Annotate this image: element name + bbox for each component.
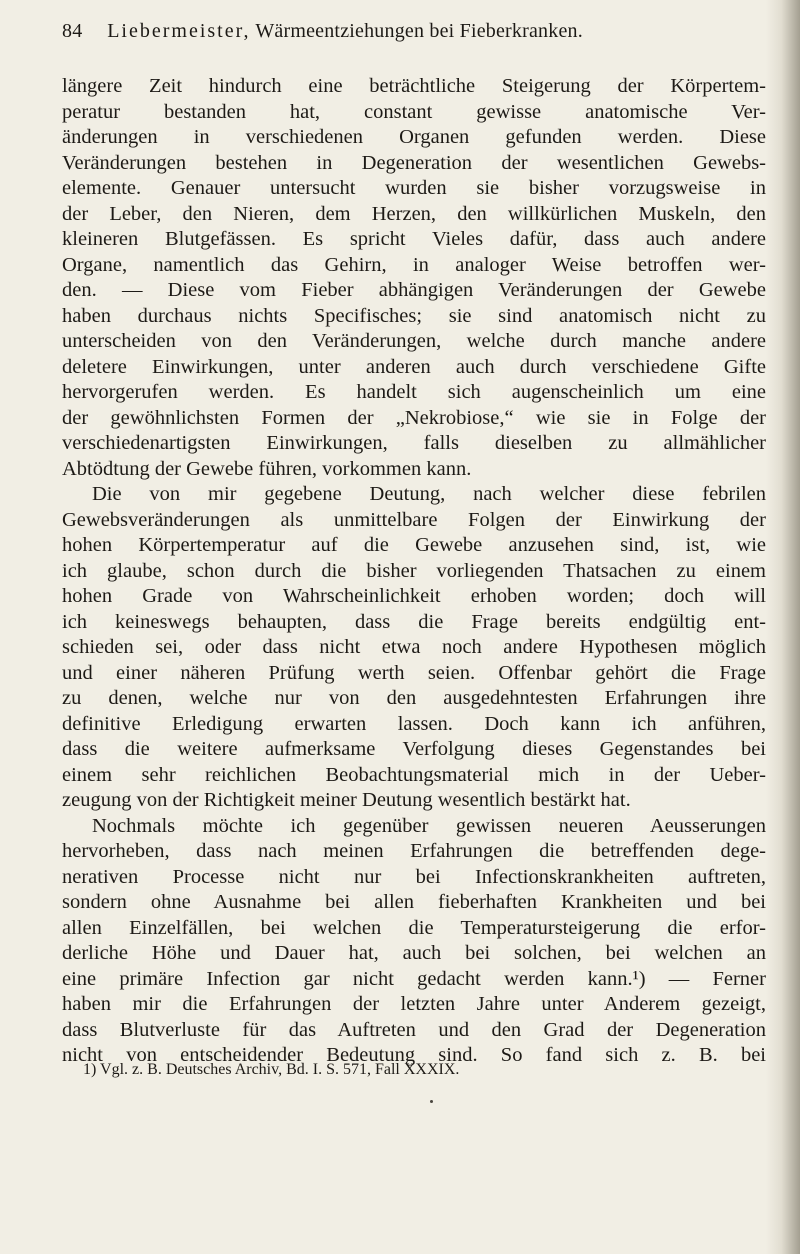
text-line: zeugung von der Richtigkeit meiner Deutung wesentlich bestärkt hat. [62, 789, 631, 811]
running-title [107, 20, 583, 43]
text-line: hervorheben, dass nach meinen Erfahrungen die betreffenden dege- [62, 840, 766, 862]
text-line: definitive Erledigung erwarten lassen. Doch kann ich anführen, [62, 712, 766, 735]
text-line: ich keineswegs behaupten, dass die Frage bereits endgültig ent- [62, 610, 766, 633]
text-line: und einer näheren Prüfung werth seien. Offenbar gehört die Frage [62, 661, 766, 684]
print-speck [430, 1100, 433, 1103]
running-title-text: Wärmeentziehungen bei Fieberkranken. [255, 20, 583, 42]
text-line: peratur bestanden hat, constant gewisse anatomische Ver- [62, 100, 766, 123]
text-line: allen Einzelfällen, bei welchen die Temperatursteigerung die erfor- [62, 916, 766, 939]
text-line: dass Blutverluste für das Auftreten und den Grad der Degeneration [62, 1018, 766, 1041]
text-line: Die von mir gegebene Deutung, nach welcher diese febrilen [92, 483, 766, 505]
text-line: hervorgerufen werden. Es handelt sich augenscheinlich um eine [62, 381, 766, 403]
text-line: Veränderungen bestehen in Degeneration der wesentlichen Gewebs- [62, 151, 766, 174]
text-line: zu denen, welche nur von den ausgedehntesten Erfahrungen ihre [62, 687, 766, 709]
text-line: schieden sei, oder dass nicht etwa noch andere Hypothesen möglich [62, 636, 766, 658]
text-line: unterscheiden von den Veränderungen, welche durch manche andere [62, 330, 766, 352]
text-line: eine primäre Infection gar nicht gedacht werden kann.¹) — Ferner [62, 967, 766, 990]
text-line: sondern ohne Ausnahme bei allen fieberhaften Krankheiten und bei [62, 891, 766, 913]
text-line: dass die weitere aufmerksame Verfolgung dieses Gegenstandes bei [62, 738, 766, 760]
text-line: haben durchaus nichts Specifisches; sie sind anatomisch nicht zu [62, 304, 766, 327]
text-line: längere Zeit hindurch eine beträchtliche Steigerung der Körpertem- [62, 75, 766, 97]
text-line: Abtödtung der Gewebe führen, vorkommen kann. [62, 457, 472, 480]
text-line: hohen Körpertemperatur auf die Gewebe anzusehen sind, ist, wie [62, 534, 766, 556]
text-line: elemente. Genauer untersucht wurden sie bisher vorzugsweise in [62, 177, 766, 199]
text-line: einem sehr reichlichen Beobachtungsmaterial mich in der Ueber- [62, 763, 766, 786]
text-line: hohen Grade von Wahrscheinlichkeit erhoben worden; doch will [62, 585, 766, 607]
text-line: nerativen Processe nicht nur bei Infectionskrankheiten auftreten, [62, 865, 766, 888]
text-line: Organe, namentlich das Gehirn, in analoger Weise betroffen wer- [62, 253, 766, 276]
page-number: 84 [62, 20, 83, 42]
running-header [62, 20, 762, 50]
text-line: deletere Einwirkungen, unter anderen auch durch verschiedene Gifte [62, 355, 766, 378]
text-line: nicht von entscheidender Bedeutung sind. So fand sich z. B. bei [62, 1044, 766, 1066]
text-line: Gewebsveränderungen als unmittelbare Folgen der Einwirkung der [62, 508, 766, 531]
text-line: den. — Diese vom Fieber abhängigen Veränderungen der Gewebe [62, 279, 766, 301]
text-line: änderungen in verschiedenen Organen gefunden werden. Diese [62, 126, 766, 148]
text-line: ich glaube, schon durch die bisher vorliegenden Thatsachen zu einem [62, 559, 766, 582]
text-line: der Leber, den Nieren, dem Herzen, den willkürlichen Muskeln, den [62, 202, 766, 225]
text-line: verschiedenartigsten Einwirkungen, falls dieselben zu allmählicher [62, 432, 766, 454]
page-edge-shadow [766, 0, 800, 1254]
running-title-author: Liebermeister, [107, 20, 251, 42]
text-line: kleineren Blutgefässen. Es spricht Vieles dafür, dass auch andere [62, 228, 766, 250]
text-line: Nochmals möchte ich gegenüber gewissen neueren Aeusserungen [92, 814, 766, 837]
footnote: 1) Vgl. z. B. Deutsches Archiv, Bd. I. S. 571, Fall XXXIX. [83, 1061, 460, 1078]
body-text [62, 74, 766, 1069]
text-line: derliche Höhe und Dauer hat, auch bei solchen, bei welchen an [62, 942, 766, 964]
text-line: haben mir die Erfahrungen der letzten Jahre unter Anderem gezeigt, [62, 993, 766, 1015]
text-line: der gewöhnlichsten Formen der „Nekrobiose,“ wie sie in Folge der [62, 406, 766, 429]
